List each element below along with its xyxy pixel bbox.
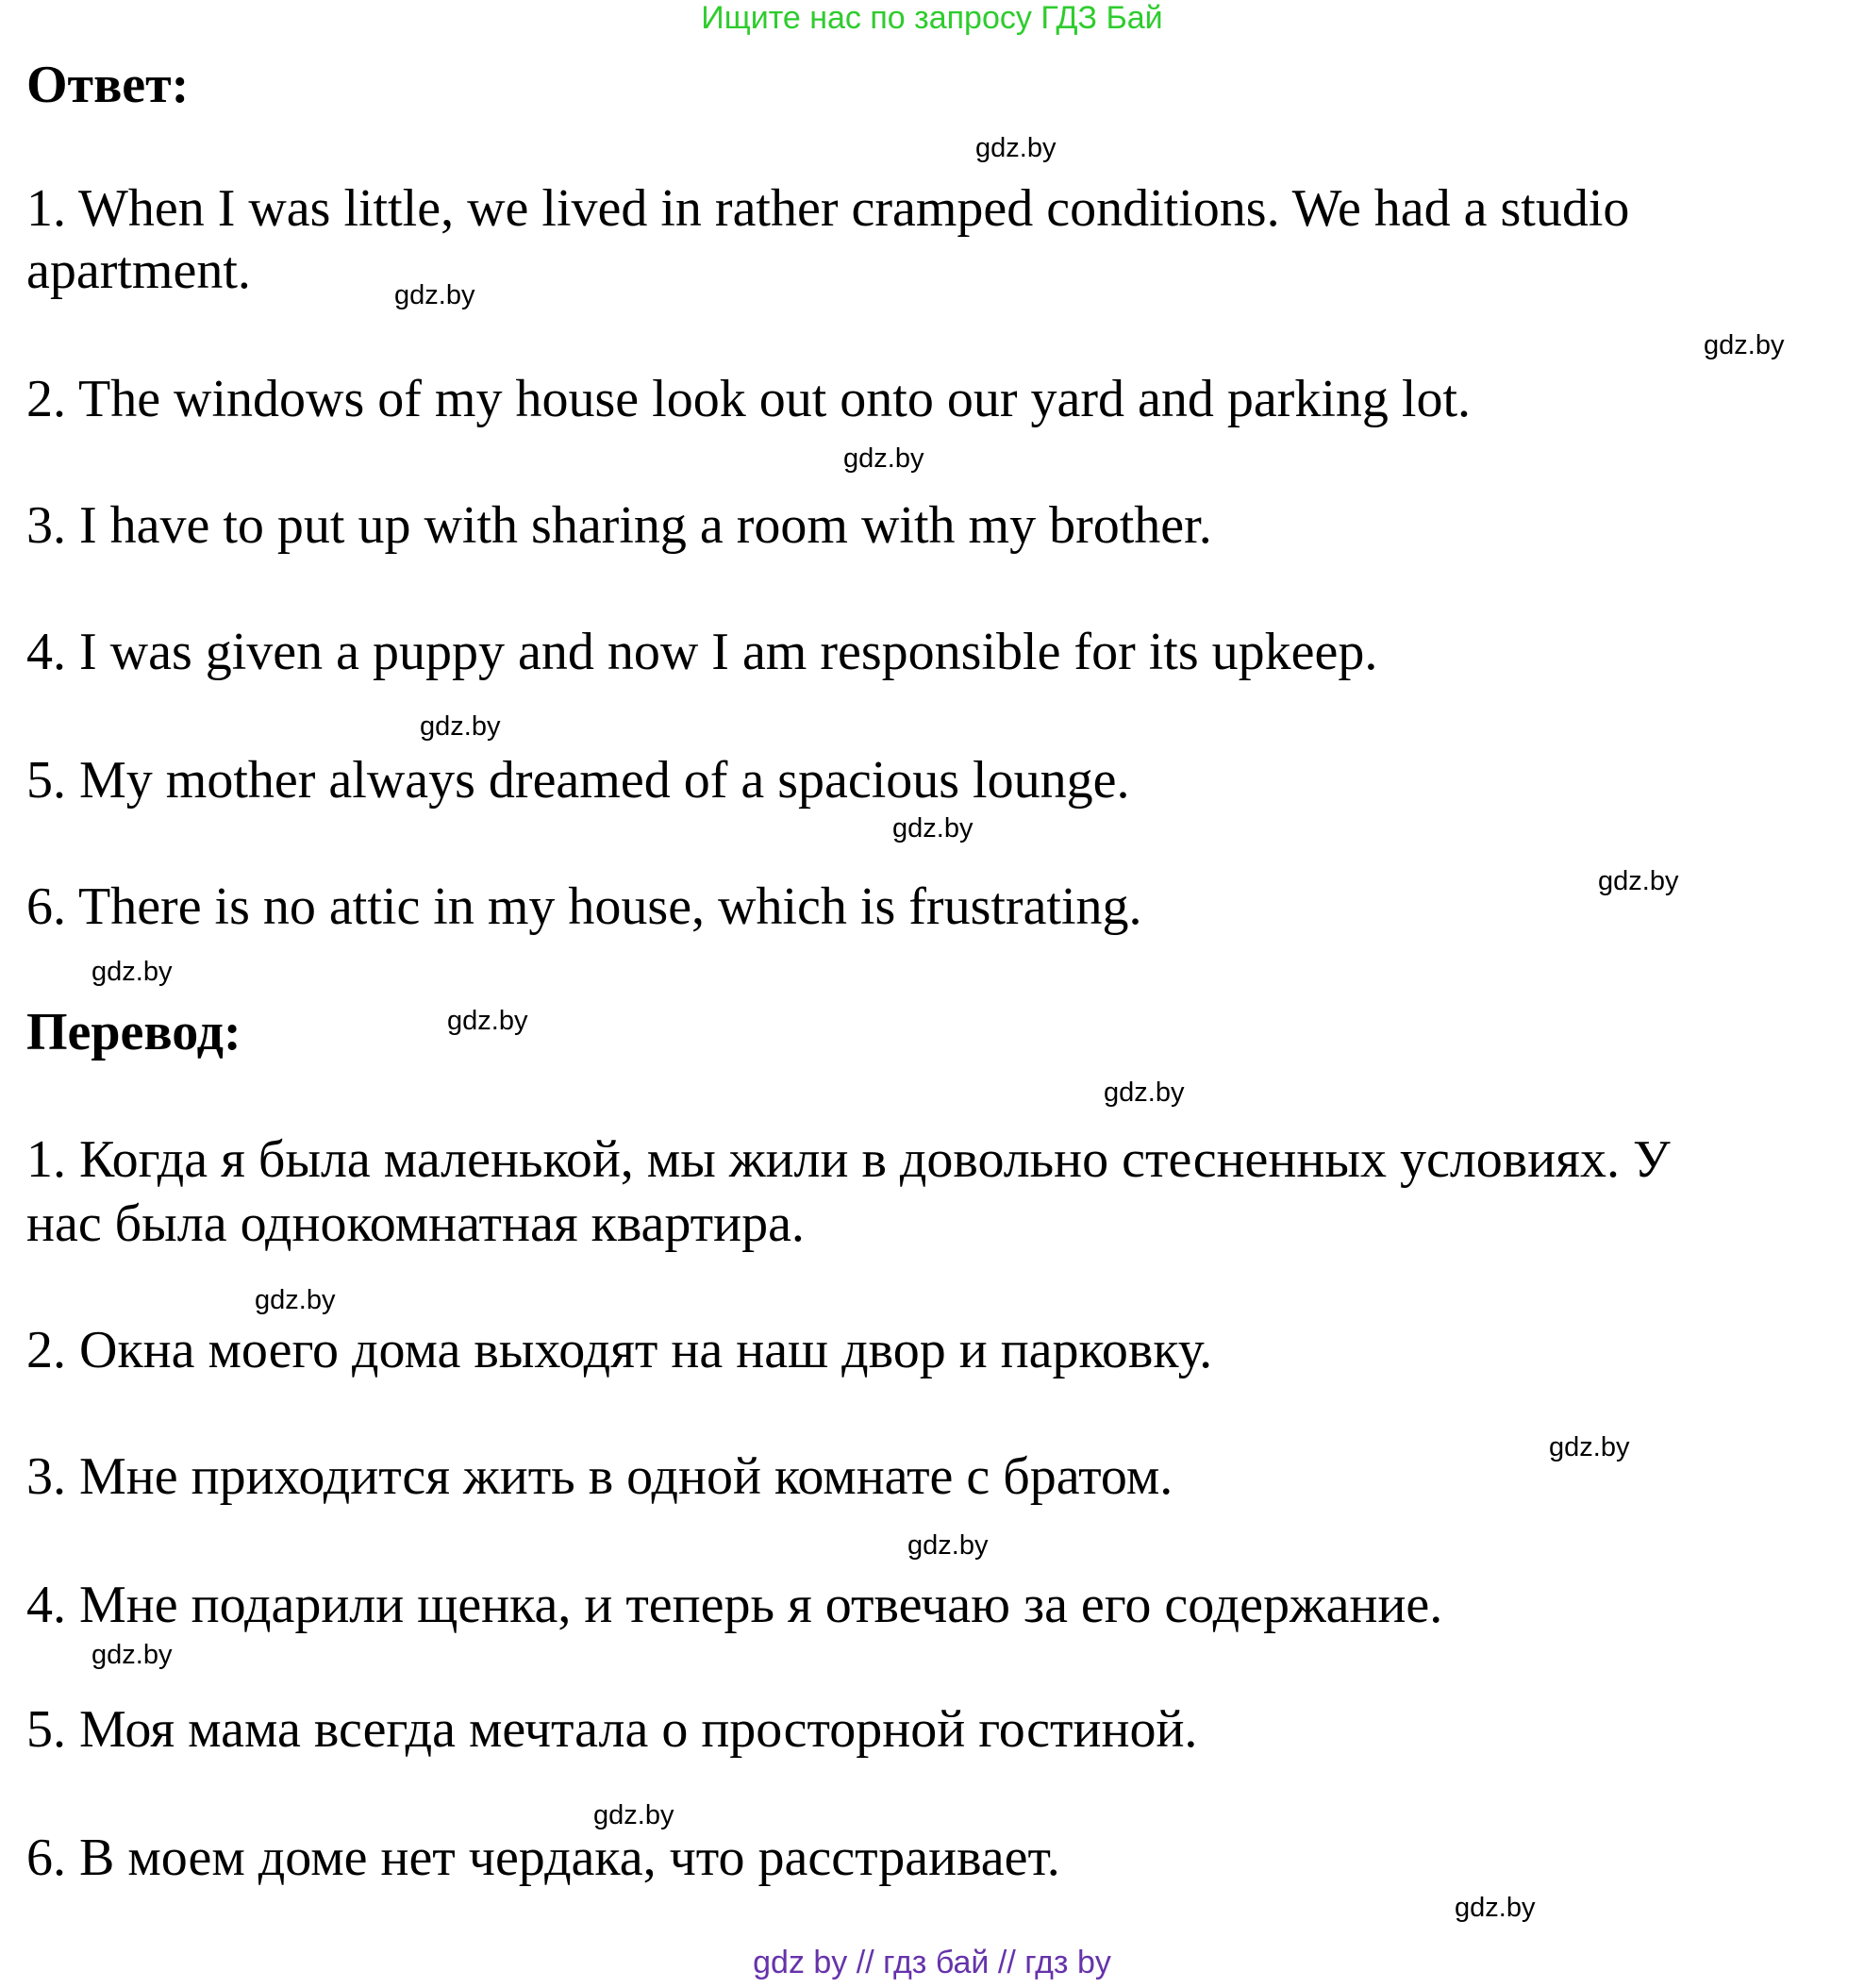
answer-item-1-line-2: apartment. — [26, 242, 251, 300]
answer-item-3: 3. I have to put up with sharing a room with my brother. — [26, 496, 1212, 555]
search-banner: Ищите нас по запросу ГДЗ Бай — [701, 0, 1163, 36]
watermark: gdz.by — [92, 1640, 173, 1670]
watermark: gdz.by — [975, 133, 1057, 163]
watermark: gdz.by — [92, 957, 173, 987]
answer-item-6: 6. There is no attic in my house, which is frustrating. — [26, 877, 1142, 936]
watermark: gdz.by — [593, 1800, 674, 1830]
translation-heading: Перевод: — [26, 1003, 241, 1061]
translation-item-5: 5. Моя мама всегда мечтала о просторной гостиной. — [26, 1700, 1198, 1759]
footer-links: gdz by // гдз бай // гдз by — [753, 1945, 1111, 1980]
translation-item-4: 4. Мне подарили щенка, и теперь я отвечаю за его содержание. — [26, 1576, 1443, 1634]
watermark: gdz.by — [1549, 1432, 1630, 1462]
watermark: gdz.by — [255, 1285, 336, 1315]
watermark: gdz.by — [1704, 330, 1785, 360]
watermark: gdz.by — [420, 711, 501, 742]
watermark: gdz.by — [1104, 1078, 1185, 1108]
watermark: gdz.by — [1455, 1893, 1536, 1923]
answer-item-5: 5. My mother always dreamed of a spacious lounge. — [26, 751, 1130, 810]
translation-item-6: 6. В моем доме нет чердака, что расстраивает. — [26, 1829, 1060, 1887]
translation-item-2: 2. Окна моего дома выходят на наш двор и парковку. — [26, 1321, 1213, 1379]
answer-item-1-line-1: 1. When I was little, we lived in rather cramped conditions. We had a studio — [26, 179, 1630, 238]
watermark: gdz.by — [1598, 866, 1679, 896]
watermark: gdz.by — [394, 280, 475, 310]
translation-item-1-line-2: нас была однокомнатная квартира. — [26, 1194, 805, 1253]
answer-item-2: 2. The windows of my house look out onto our yard and parking lot. — [26, 370, 1472, 428]
watermark: gdz.by — [447, 1006, 528, 1036]
watermark: gdz.by — [843, 443, 924, 474]
watermark: gdz.by — [892, 813, 974, 844]
answer-heading: Ответ: — [26, 56, 190, 114]
watermark: gdz.by — [907, 1530, 989, 1561]
translation-item-3: 3. Мне приходится жить в одной комнате с братом. — [26, 1447, 1173, 1506]
answer-item-4: 4. I was given a puppy and now I am responsible for its upkeep. — [26, 623, 1378, 681]
translation-item-1-line-1: 1. Когда я была маленькой, мы жили в довольно стесненных условиях. У — [26, 1130, 1671, 1189]
